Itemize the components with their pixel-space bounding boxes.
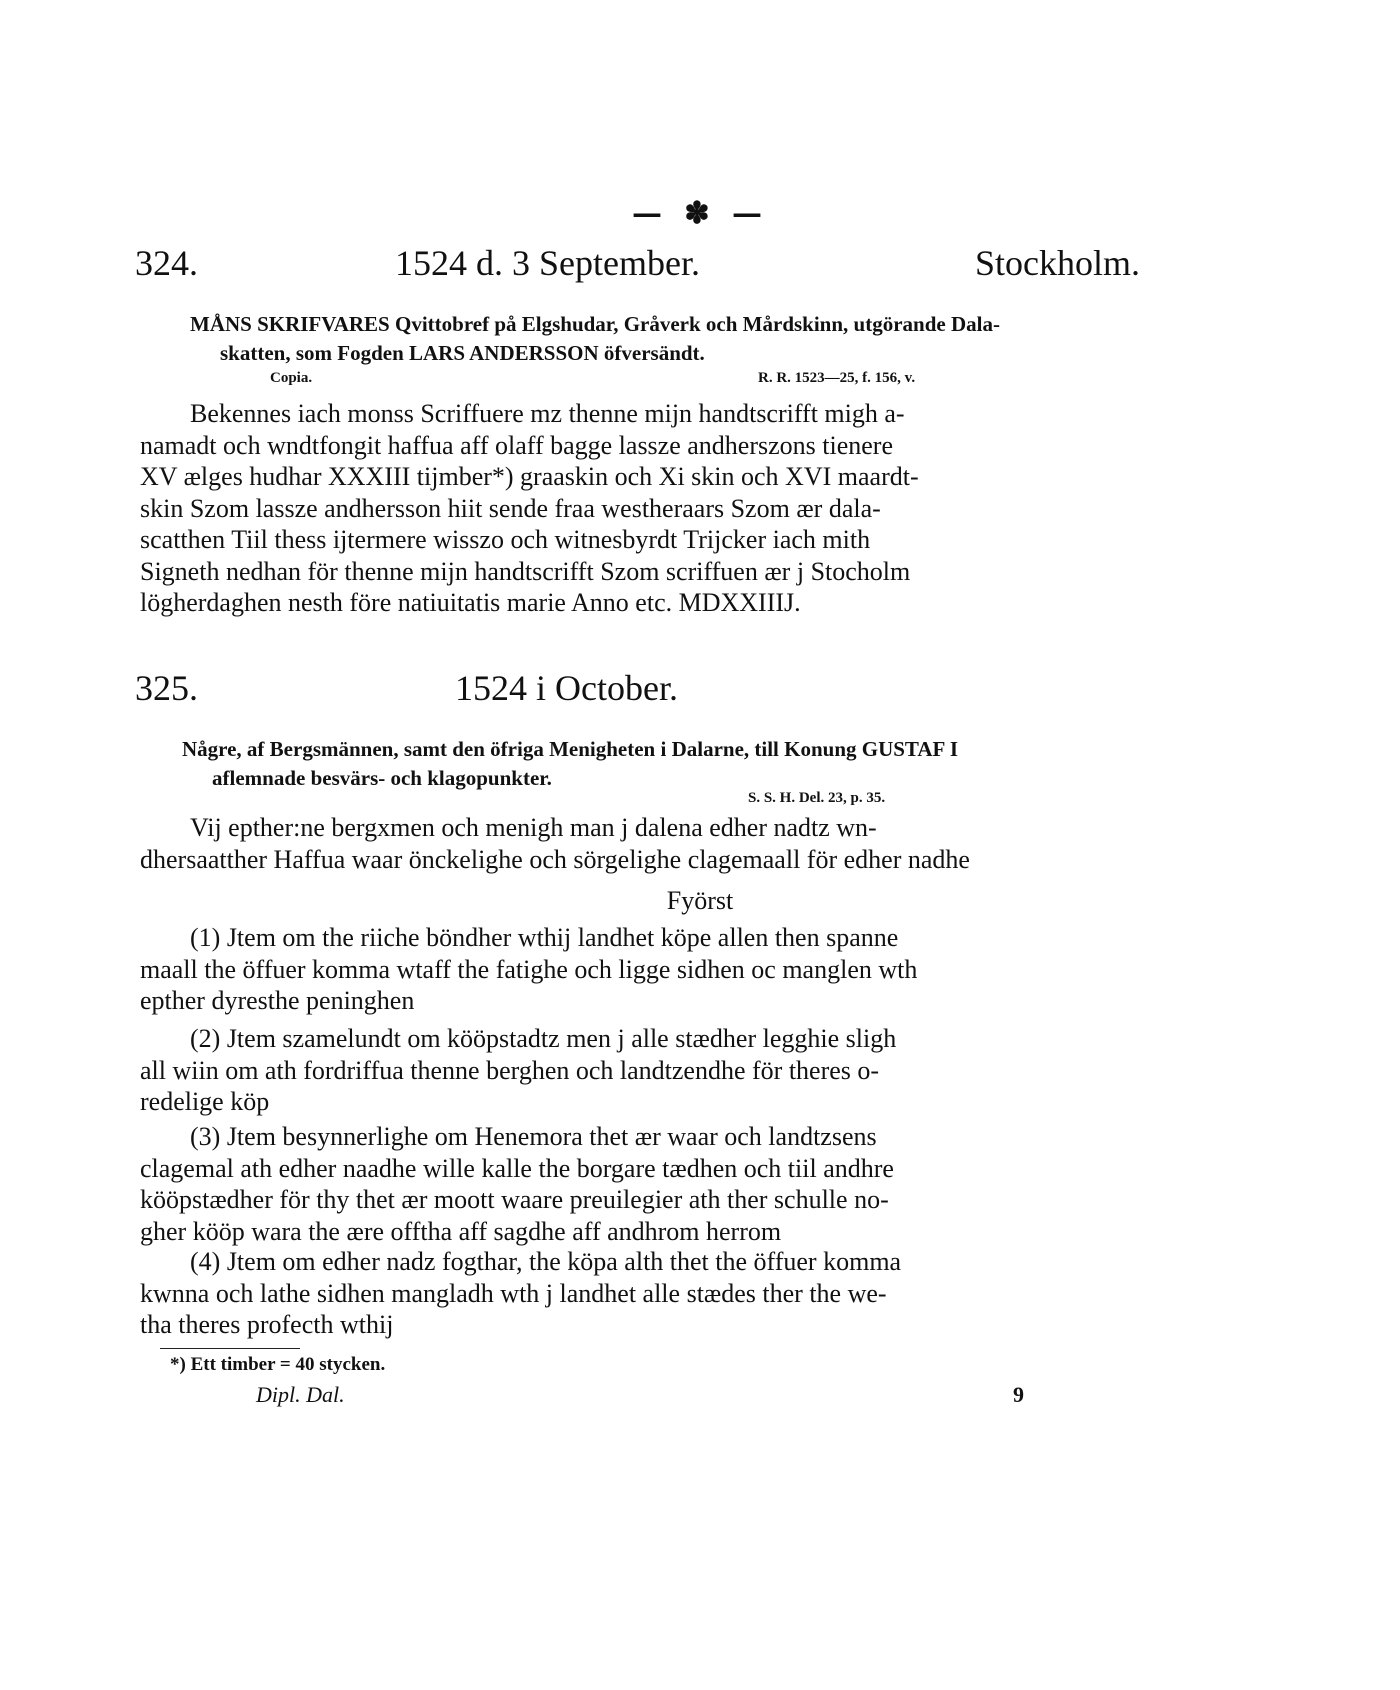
point-4 — [140, 1246, 1140, 1341]
entry-324-text — [140, 398, 1140, 619]
text-line: skin Szom lassze andhersson hiit sende fraa westheraars Szom ær dala- — [140, 493, 881, 523]
sheet-number: 9 — [1013, 1382, 1024, 1407]
entry-number: 325. — [135, 668, 198, 708]
text-line: clagemal ath edher naadhe wille kalle the borgare tædhen och tiil andhre — [140, 1153, 894, 1183]
text-line: maall the öffuer komma wtaff the fatighe och ligge sidhen oc manglen wth — [140, 954, 918, 984]
text-line: redelige köp — [140, 1087, 270, 1116]
text-line: Signeth nedhan för thenne mijn handtscrifft Szom scriffuen ær j Stocholm — [140, 556, 911, 586]
text-line: (2) Jtem szamelundt om kööpstadtz men j alle stædher legghie sligh — [190, 1024, 897, 1053]
point-3 — [140, 1121, 1140, 1247]
entry-325-source-ref: S. S. H. Del. 23, p. 35. — [748, 790, 886, 806]
point-2 — [140, 1023, 1140, 1118]
entry-325-intro — [140, 812, 1140, 875]
footnote-rule — [160, 1348, 300, 1349]
text-line: epther dyresthe peninghen — [140, 986, 415, 1015]
header-ornament: — ✽ — — [631, 196, 769, 231]
summary-line: aflemnade besvärs- och klagopunkter. — [212, 766, 552, 790]
summary-line: MÅNS SKRIFVARES Qvittobref på Elgshudar, Gråverk och Mårdskinn, utgörande Dala- — [190, 312, 1000, 336]
entry-324-source-ref: R. R. 1523—25, f. 156, v. — [758, 370, 916, 386]
entry-325-heading — [135, 667, 1140, 717]
text-line: tha theres profecth wthij — [140, 1310, 394, 1339]
text-line: Bekennes iach monss Scriffuere mz thenne mijn handtscrifft migh a- — [190, 399, 905, 428]
text-line: gher kööp wara the ære offtha aff sagdhe aff andhrom herrom — [140, 1216, 782, 1246]
entry-place: Stockholm. — [974, 243, 1140, 283]
entry-324-heading — [135, 242, 1140, 292]
text-line: kwnna och lathe sidhen mangladh wth j landhet alle stædes ther the we- — [140, 1278, 887, 1308]
text-line: lögherdaghen nesth före natiuitatis marie Anno etc. MDXXIIIJ. — [140, 588, 801, 617]
entry-date: 1524 d. 3 September. — [395, 243, 700, 283]
entry-date: 1524 i October. — [455, 668, 678, 708]
entry-324-source-copy: Copia. — [270, 370, 313, 386]
text-line: XV ælges hudhar XXXIII tijmber*) graaskin och Xi skin och XVI maardt- — [140, 462, 919, 491]
text-line: namadt och wndtfongit haffua aff olaff bagge lassze andherszons tienere — [140, 430, 893, 460]
entry-325-summary — [182, 735, 1132, 793]
entry-number: 324. — [135, 243, 198, 283]
text-line: (1) Jtem om the riiche böndher wthij landhet köpe allen then spanne — [190, 923, 899, 952]
text-line: (4) Jtem om edher nadz fogthar, the köpa alth thet the öffuer komma — [190, 1247, 902, 1276]
text-line: all wiin om ath fordriffua thenne berghen och landtzendhe för theres o- — [140, 1055, 880, 1085]
text-line: Vij epther:ne bergxmen och menigh man j dalena edher nadtz wn- — [190, 813, 877, 842]
point-1 — [140, 922, 1140, 1017]
text-line: kööpstædher för thy thet ær moott waare preuilegier ath ther schulle no- — [140, 1185, 889, 1214]
text-line: (3) Jtem besynnerlighe om Henemora thet ær waar och landtzsens — [190, 1122, 877, 1151]
summary-line: Någre, af Bergsmännen, samt den öfriga Menigheten i Dalarne, till Konung GUSTAF I — [182, 737, 959, 761]
entry-324-summary — [190, 310, 1140, 368]
footnote: *) Ett timber = 40 stycken. — [170, 1354, 386, 1375]
section-heading: Fyörst — [666, 886, 734, 915]
signature-mark: Dipl. Dal. — [256, 1382, 345, 1407]
text-line: dhersaatther Haffua waar önckelighe och sörgelighe clagemaall för edher nadhe — [140, 844, 970, 874]
text-line: scatthen Tiil thess ijtermere wisszo och witnesbyrdt Trijcker iach mith — [140, 525, 871, 554]
summary-line: skatten, som Fogden LARS ANDERSSON öfversändt. — [220, 341, 705, 365]
